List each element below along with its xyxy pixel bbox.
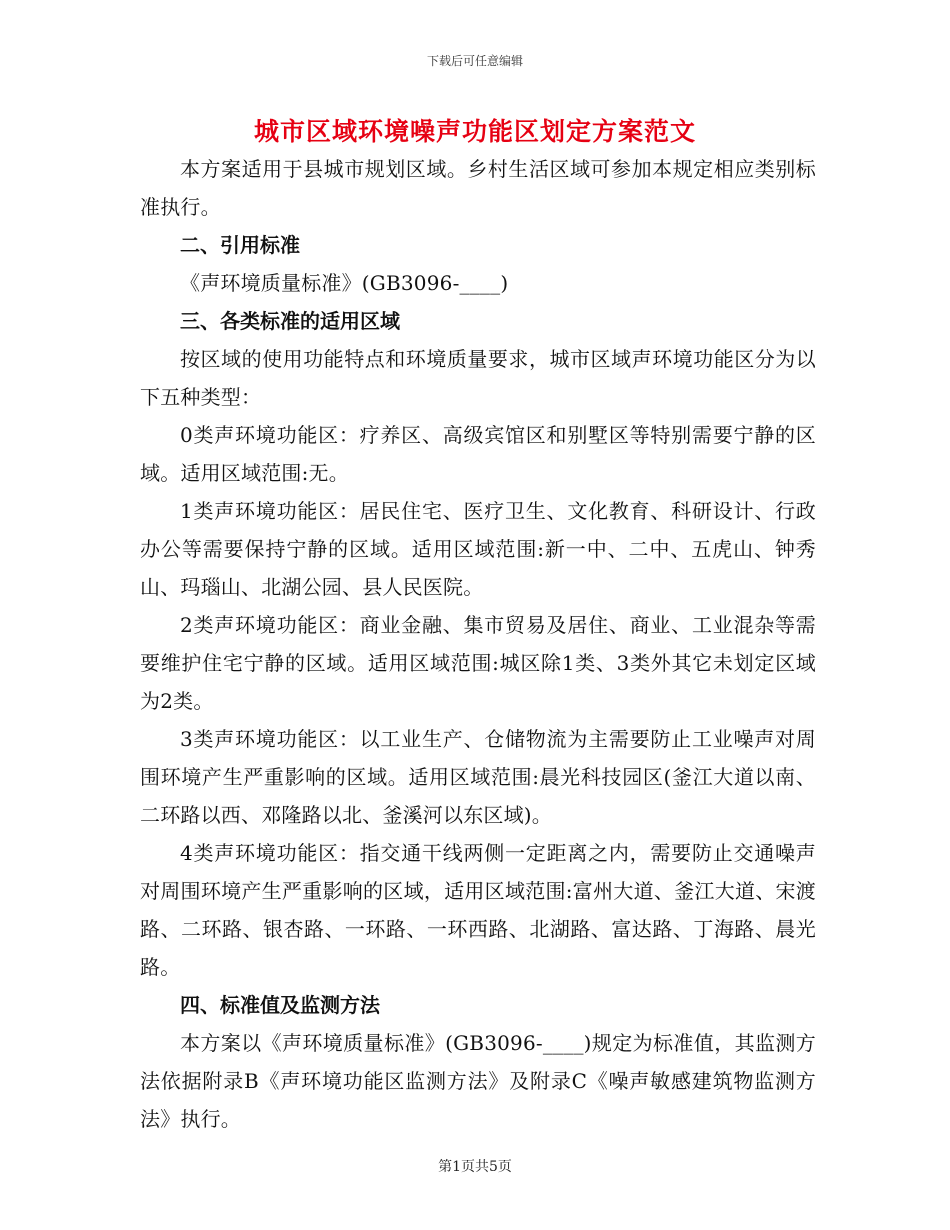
- section-heading-references: 二、引用标准: [180, 233, 300, 257]
- document-title: 城市区域环境噪声功能区划定方案范文: [253, 117, 696, 146]
- paragraph-class-1: 1类声环境功能区：居民住宅、医疗卫生、文化教育、科研设计、行政办公等需要保持宁静的区域。适用区域范围:新一中、二中、五虎山、钟秀山、玛瑙山、北湖公园、县人民医院。: [140, 499, 816, 599]
- paragraph-class-4: 4类声环境功能区：指交通干线两侧一定距离之内，需要防止交通噪声对周围环境产生严重影响的区域，适用区域范围:富州大道、釜江大道、宋渡路、二环路、银杏路、一环路、一环西路、北湖路、富达路、丁海路、晨光路。: [140, 841, 816, 979]
- document-body: [140, 150, 816, 1138]
- header-note: 下载后可任意编辑: [426, 54, 523, 68]
- page-number: 第1页共5页: [438, 1159, 512, 1175]
- paragraph-class-2: 2类声环境功能区：商业金融、集市贸易及居住、商业、工业混杂等需要维护住宅宁静的区域。适用区域范围:城区除1类、3类外其它未划定区域为2类。: [140, 613, 816, 713]
- section-heading-applicable-areas: 三、各类标准的适用区域: [180, 309, 400, 333]
- paragraph-scope: 本方案适用于县城市规划区域。乡村生活区域可参加本规定相应类别标准执行。: [140, 157, 816, 219]
- paragraph-class-0: 0类声环境功能区：疗养区、高级宾馆区和别墅区等特别需要宁静的区域。适用区域范围:无。: [140, 423, 816, 485]
- paragraph-monitoring-method: 本方案以《声环境质量标准》(GB3096-____)规定为标准值，其监测方法依据附录B《声环境功能区监测方法》及附录C《噪声敏感建筑物监测方法》执行。: [140, 1031, 816, 1131]
- section-heading-standard-values: 四、标准值及监测方法: [180, 993, 380, 1017]
- paragraph-reference-standard: 《声环境质量标准》(GB3096-____): [180, 271, 509, 295]
- paragraph-area-types-intro: 按区域的使用功能特点和环境质量要求，城市区域声环境功能区分为以下五种类型：: [140, 347, 816, 409]
- paragraph-class-3: 3类声环境功能区：以工业生产、仓储物流为主需要防止工业噪声对周围环境产生严重影响的区域。适用区域范围:晨光科技园区(釜江大道以南、二环路以西、邓隆路以北、釜溪河以东区域)。: [140, 727, 816, 827]
